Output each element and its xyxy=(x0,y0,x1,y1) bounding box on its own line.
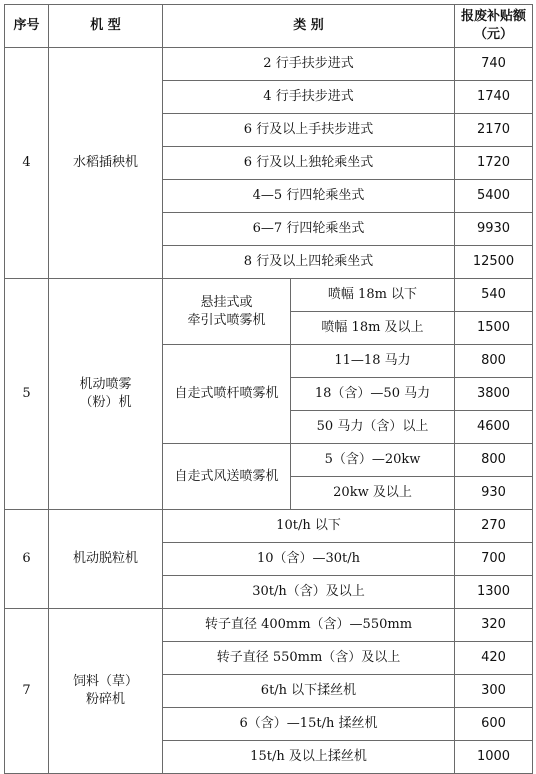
header-row xyxy=(5,5,533,48)
amount-cell: 800 xyxy=(455,345,533,378)
subgroup-cell: 自走式风送喷雾机 xyxy=(163,444,291,510)
category-cell: 4 行手扶步进式 xyxy=(163,81,455,114)
category-cell: 10t/h 以下 xyxy=(163,510,455,543)
header-model: 机 型 xyxy=(49,5,163,48)
table-row xyxy=(5,279,533,312)
category-cell: 喷幅 18m 以下 xyxy=(291,279,455,312)
amount-cell: 1740 xyxy=(455,81,533,114)
subsidy-table xyxy=(4,4,533,774)
category-cell: 6 行及以上手扶步进式 xyxy=(163,114,455,147)
amount-cell: 930 xyxy=(455,477,533,510)
subgroup-cell: 自走式喷杆喷雾机 xyxy=(163,345,291,444)
amount-cell: 1500 xyxy=(455,312,533,345)
amount-cell: 1720 xyxy=(455,147,533,180)
header-seq: 序号 xyxy=(5,5,49,48)
amount-cell: 270 xyxy=(455,510,533,543)
seq-cell: 4 xyxy=(5,48,49,279)
category-cell: 50 马力（含）以上 xyxy=(291,411,455,444)
amount-cell: 12500 xyxy=(455,246,533,279)
category-cell: 8 行及以上四轮乘坐式 xyxy=(163,246,455,279)
model-cell: 水稻插秧机 xyxy=(49,48,163,279)
category-cell: 6t/h 以下揉丝机 xyxy=(163,675,455,708)
table-row xyxy=(5,48,533,81)
category-cell: 5（含）—20kw xyxy=(291,444,455,477)
table-row xyxy=(5,510,533,543)
seq-cell: 7 xyxy=(5,609,49,774)
category-cell: 20kw 及以上 xyxy=(291,477,455,510)
header-category: 类 别 xyxy=(163,5,455,48)
category-cell: 10（含）—30t/h xyxy=(163,543,455,576)
category-cell: 2 行手扶步进式 xyxy=(163,48,455,81)
amount-cell: 540 xyxy=(455,279,533,312)
category-cell: 18（含）—50 马力 xyxy=(291,378,455,411)
category-cell: 15t/h 及以上揉丝机 xyxy=(163,741,455,774)
category-cell: 6—7 行四轮乘坐式 xyxy=(163,213,455,246)
amount-cell: 740 xyxy=(455,48,533,81)
model-cell: 机动喷雾 （粉）机 xyxy=(49,279,163,510)
subgroup-cell: 悬挂式或 牵引式喷雾机 xyxy=(163,279,291,345)
amount-cell: 3800 xyxy=(455,378,533,411)
amount-cell: 300 xyxy=(455,675,533,708)
category-cell: 转子直径 550mm（含）及以上 xyxy=(163,642,455,675)
table-row xyxy=(5,609,533,642)
amount-cell: 800 xyxy=(455,444,533,477)
seq-cell: 6 xyxy=(5,510,49,609)
seq-cell: 5 xyxy=(5,279,49,510)
amount-cell: 5400 xyxy=(455,180,533,213)
category-cell: 6 行及以上独轮乘坐式 xyxy=(163,147,455,180)
category-cell: 转子直径 400mm（含）—550mm xyxy=(163,609,455,642)
amount-cell: 2170 xyxy=(455,114,533,147)
model-cell: 饲料（草） 粉碎机 xyxy=(49,609,163,774)
amount-cell: 1300 xyxy=(455,576,533,609)
category-cell: 30t/h（含）及以上 xyxy=(163,576,455,609)
category-cell: 6（含）—15t/h 揉丝机 xyxy=(163,708,455,741)
amount-cell: 4600 xyxy=(455,411,533,444)
amount-cell: 420 xyxy=(455,642,533,675)
amount-cell: 320 xyxy=(455,609,533,642)
amount-cell: 1000 xyxy=(455,741,533,774)
amount-cell: 9930 xyxy=(455,213,533,246)
amount-cell: 600 xyxy=(455,708,533,741)
amount-cell: 700 xyxy=(455,543,533,576)
category-cell: 11—18 马力 xyxy=(291,345,455,378)
category-cell: 4—5 行四轮乘坐式 xyxy=(163,180,455,213)
category-cell: 喷幅 18m 及以上 xyxy=(291,312,455,345)
model-cell: 机动脱粒机 xyxy=(49,510,163,609)
header-amount: 报废补贴额 （元） xyxy=(455,5,533,48)
